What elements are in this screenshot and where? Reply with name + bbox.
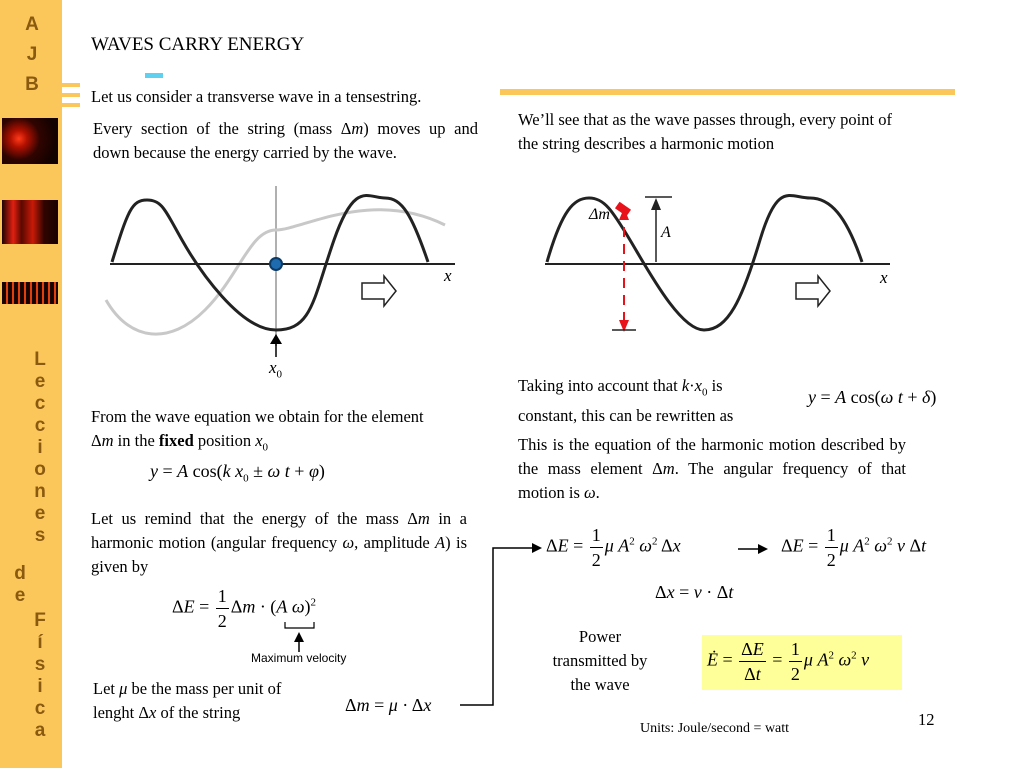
sidebar-letter: L bbox=[34, 349, 46, 370]
sidebar-letter: a bbox=[34, 720, 46, 741]
right-axis-label: x bbox=[880, 268, 888, 287]
sidebar-letter: s bbox=[34, 525, 46, 546]
sidebar-letter: i bbox=[37, 676, 43, 697]
sidebar-letter: J bbox=[26, 44, 38, 65]
paragraph-harmonic-points: We’ll see that as the wave passes through, every point of the string describes a harmonic motion bbox=[518, 110, 892, 153]
equation-wave-fixed-position: y = A cos(k $x_0 \pm \omega$ t + φ) bbox=[150, 461, 325, 485]
sidebar-letter: e bbox=[14, 585, 26, 606]
paragraph-string-motion: Every section of the string (mass Δm) moves up and down because the energy carried by the wave. bbox=[93, 119, 478, 162]
paragraph-mass-per-length: Let μ be the mass per unit of lenght Δx of the string bbox=[93, 679, 282, 722]
equation-energy: ΔE = $\frac{1}{2}$ Δm · (A ω)$^2$ bbox=[172, 586, 317, 631]
sidebar-letter: e bbox=[34, 371, 46, 392]
equation-displacement: Δx = v · Δt bbox=[655, 582, 734, 602]
equation-energy-dt: ΔE = $\frac{1}{2}$ μ $A^2$ $\omega^2$ v Δt bbox=[781, 525, 927, 570]
paragraph-wave-equation: From the wave equation we obtain for the element Δm in the fixed position $x_0$ bbox=[91, 407, 424, 454]
mass-element-label: Δm bbox=[589, 206, 610, 223]
equation-energy-dx: ΔE = $\frac{1}{2}$ μ $A^2$ $\omega^2$ Δx bbox=[546, 525, 681, 570]
equation-harmonic: y = A cos(ω t + δ) bbox=[808, 387, 937, 407]
sidebar-letter: í bbox=[37, 632, 43, 653]
units-note: Units: Joule/second = watt bbox=[640, 721, 790, 736]
paragraph-harmonic-equation: This is the equation of the harmonic motion described by the mass element Δm. The angular frequency of that motion is ω. bbox=[518, 435, 906, 502]
equation-power: Ė = $\frac{\Delta E}{\Delta t}$ = $\frac{1}{2}$ μ $A^2$ $\omega^2$ v bbox=[707, 639, 870, 684]
sidebar-letter: A bbox=[25, 14, 39, 35]
sidebar-letter: d bbox=[14, 563, 26, 584]
left-axis-label: x bbox=[444, 266, 452, 285]
equation-mass-element: Δm = μ · Δx bbox=[345, 695, 432, 715]
amplitude-label: A bbox=[661, 224, 671, 241]
sidebar-letter: B bbox=[25, 74, 39, 95]
sidebar-letter: i bbox=[37, 437, 43, 458]
x0-label: $x_0$ bbox=[269, 358, 283, 381]
power-label: Power transmitted by the wave bbox=[552, 627, 648, 694]
intro-text: Let us consider a transverse wave in a tensestring. bbox=[91, 87, 422, 106]
sidebar-letter: s bbox=[34, 654, 46, 675]
sidebar-letter: n bbox=[34, 481, 46, 502]
page-number: 12 bbox=[918, 710, 935, 729]
sidebar-letter: e bbox=[34, 503, 46, 524]
sidebar-letter: c bbox=[34, 393, 46, 414]
paragraph-harmonic-energy: Let us remind that the energy of the mass Δm in a harmonic motion (angular frequency ω, amplitude A) is given by bbox=[91, 509, 468, 576]
max-velocity-label: Maximum velocity bbox=[251, 651, 347, 665]
sidebar-letter: o bbox=[34, 459, 46, 480]
paragraph-rewrite: Taking into account that $k\cdot x_0$ is constant, this can be rewritten as bbox=[518, 376, 734, 426]
sidebar-letter: c bbox=[34, 698, 46, 719]
page-title: WAVES CARRY ENERGY bbox=[91, 34, 305, 55]
sidebar-letter: c bbox=[34, 415, 46, 436]
sidebar-letter: F bbox=[34, 610, 46, 631]
